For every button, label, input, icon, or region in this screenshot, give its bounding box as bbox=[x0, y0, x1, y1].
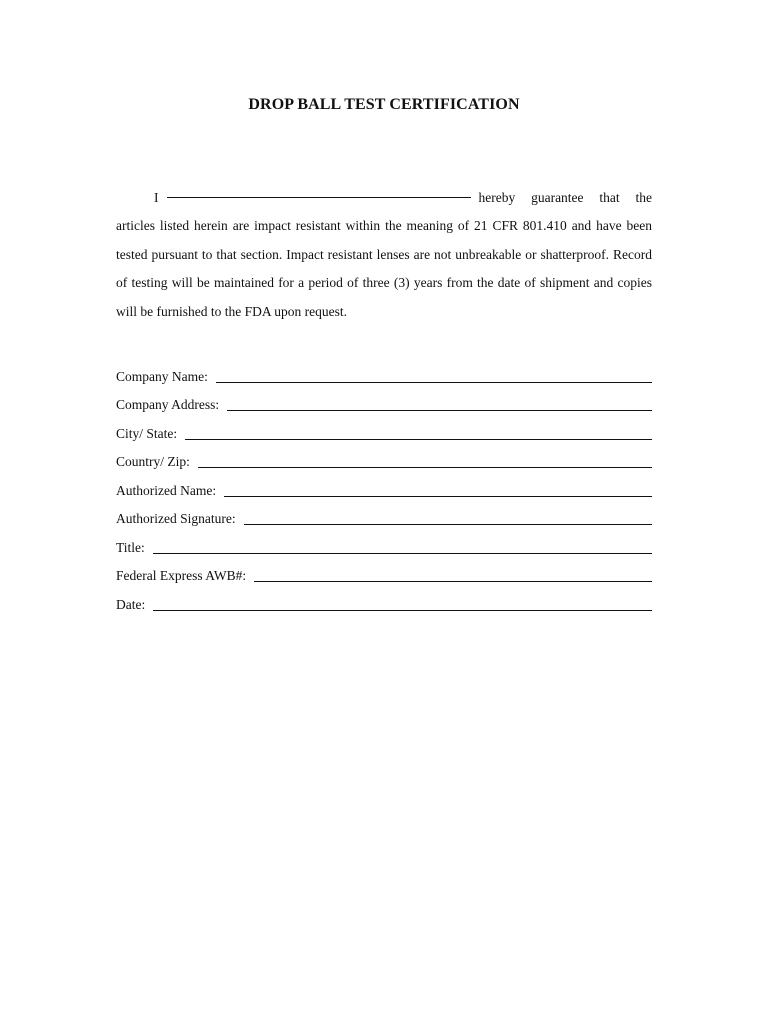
statement-body: articles listed herein are impact resistant within the meaning of 21 CFR 801.410 and have been tested pursuant to that section. Impact resistant lenses are not unbreakable or shatterproof. Record of testing will be maintained for a period of three (3) years from the date of shipment and copies will be furnished to the FDA upon request. bbox=[116, 218, 652, 319]
title-field bbox=[116, 528, 652, 557]
title-line[interactable] bbox=[153, 552, 652, 554]
statement-word: hereby bbox=[478, 190, 516, 205]
company-address-line[interactable] bbox=[227, 409, 652, 411]
awb-field bbox=[116, 557, 652, 586]
country-zip-line[interactable] bbox=[198, 466, 652, 468]
statement-first-line bbox=[116, 184, 652, 212]
authorized-signature-field bbox=[116, 500, 652, 529]
certification-form bbox=[116, 357, 652, 614]
field-label: Title: bbox=[116, 539, 145, 555]
date-field bbox=[116, 585, 652, 614]
statement-word: that bbox=[599, 190, 620, 205]
field-label: Company Address: bbox=[116, 397, 220, 412]
country-zip-field bbox=[116, 443, 652, 472]
field-label: Federal Express AWB#: bbox=[116, 568, 247, 583]
guarantor-name-blank[interactable] bbox=[167, 196, 471, 198]
authorized-signature-line[interactable] bbox=[244, 523, 652, 525]
awb-line[interactable] bbox=[254, 580, 652, 582]
field-label: Authorized Name: bbox=[116, 482, 217, 498]
date-line[interactable] bbox=[153, 609, 652, 611]
company-name-line[interactable] bbox=[216, 381, 652, 383]
statement-word: guarantee bbox=[531, 190, 584, 205]
company-address-field bbox=[116, 386, 652, 415]
statement-first-line-rest bbox=[479, 184, 653, 212]
statement-word: the bbox=[635, 190, 652, 205]
field-label: Authorized Signature: bbox=[116, 511, 236, 526]
document-title: DROP BALL TEST CERTIFICATION bbox=[248, 96, 520, 113]
statement-pronoun: I bbox=[154, 190, 159, 205]
authorized-name-field bbox=[116, 471, 652, 500]
field-label: Date: bbox=[116, 596, 146, 612]
field-label: Company Name: bbox=[116, 368, 208, 384]
city-state-line[interactable] bbox=[185, 438, 652, 440]
authorized-name-line[interactable] bbox=[224, 495, 652, 497]
company-name-field bbox=[116, 357, 652, 386]
field-label: Country/ Zip: bbox=[116, 454, 190, 469]
city-state-field bbox=[116, 414, 652, 443]
field-label: City/ State: bbox=[116, 425, 178, 441]
certification-statement bbox=[116, 184, 652, 326]
